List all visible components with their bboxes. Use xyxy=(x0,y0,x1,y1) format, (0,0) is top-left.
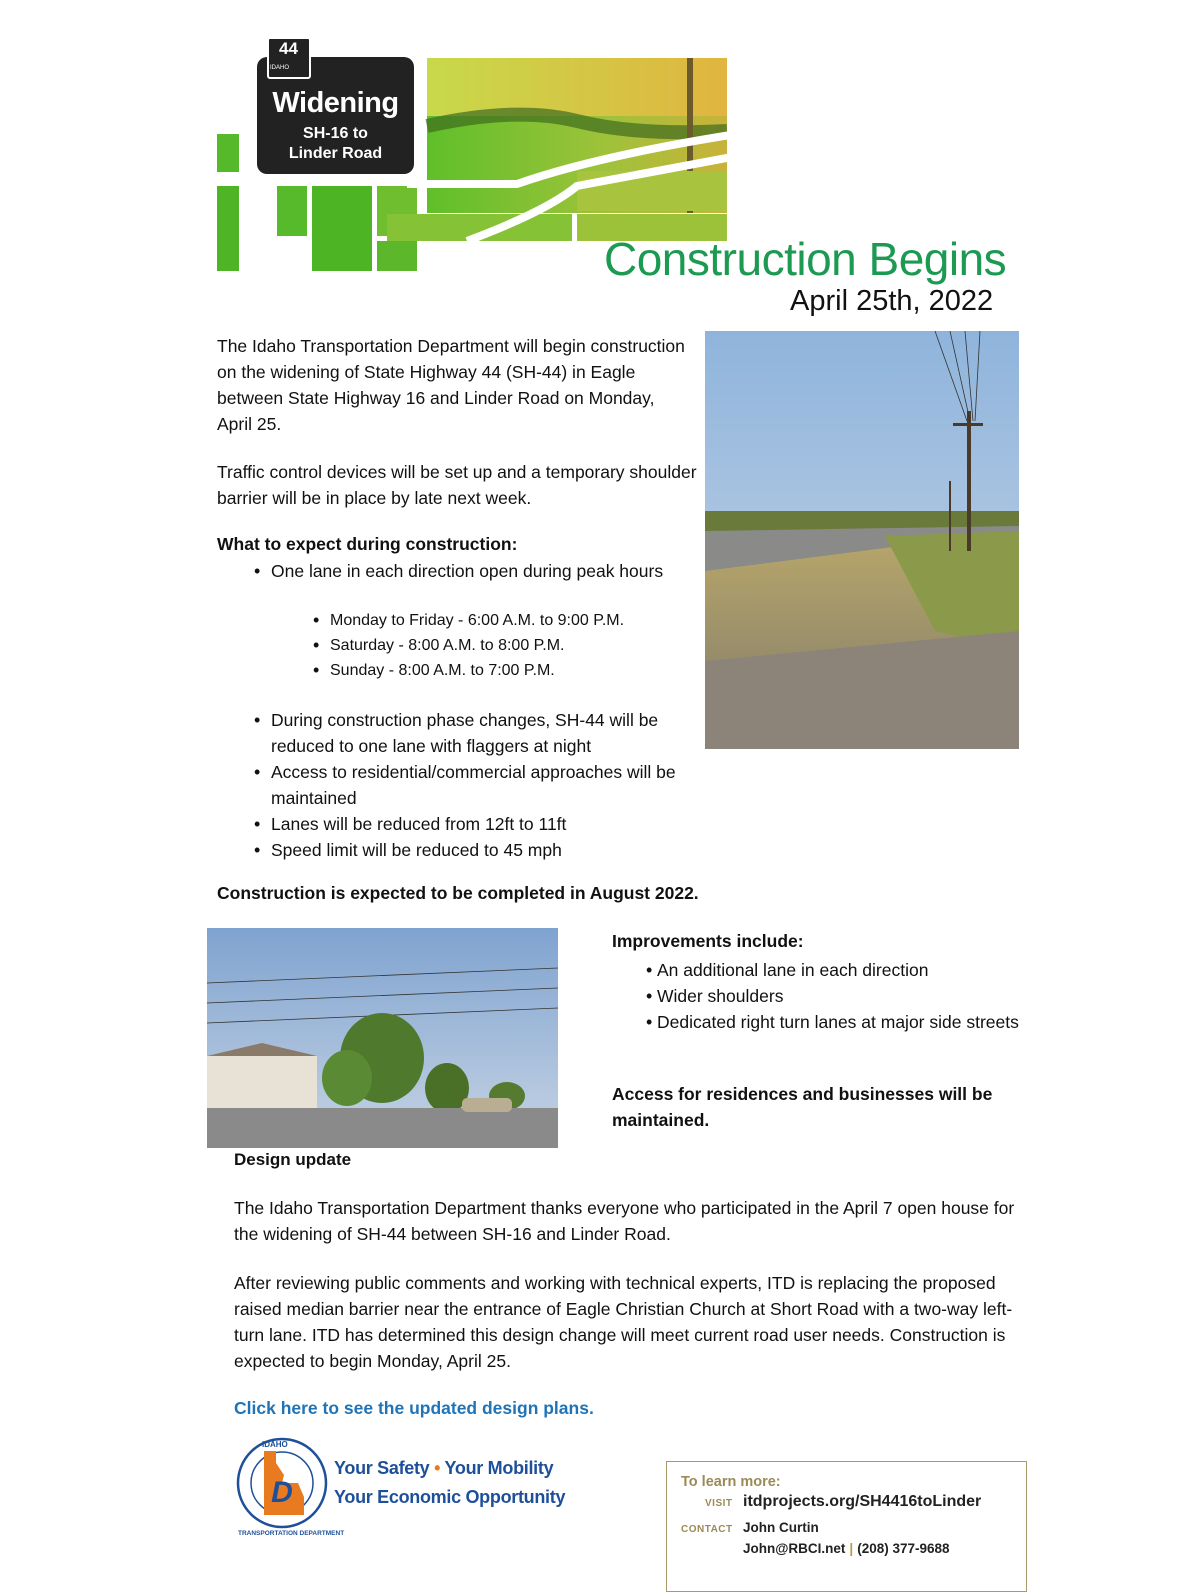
design-update-heading: Design update xyxy=(234,1150,352,1169)
list-item: • Sunday - 8:00 A.M. to 7:00 P.M. xyxy=(313,658,693,683)
route-sign xyxy=(257,39,414,174)
design-paragraph-2: After reviewing public comments and working with technical experts, ITD is replacing the proposed raised median barrier near the entrance of Eagle Christian Church at Short Road with a two-way left-turn lane. ITD has determined this design change will meet current road user needs. Construction is expected to begin Monday, April 25. xyxy=(234,1273,1013,1371)
list-item: • Lanes will be reduced from 12ft to 11ft xyxy=(254,811,684,837)
visit-label: VISIT xyxy=(705,1498,733,1509)
improvements-list xyxy=(646,957,1026,1035)
contact-phone: (208) 377-9688 xyxy=(857,1541,950,1556)
list-item: • Dedicated right turn lanes at major side streets xyxy=(646,1009,1026,1035)
tagline-part-1: Your Safety xyxy=(334,1458,430,1478)
itd-logo-icon xyxy=(236,1437,328,1529)
start-date: April 25th, 2022 xyxy=(790,285,994,317)
expect-list xyxy=(254,707,684,863)
design-plans-link[interactable]: Click here to see the updated design plans. xyxy=(234,1398,594,1418)
list-item: • Access to residential/commercial approaches will be maintained xyxy=(254,759,684,811)
contact-name: John Curtin xyxy=(743,1520,819,1535)
contact-email[interactable]: John@RBCI.net xyxy=(743,1541,846,1556)
visit-url[interactable]: itdprojects.org/SH4416toLinder xyxy=(743,1493,982,1510)
list-item: • One lane in each direction open during peak hours xyxy=(254,558,684,584)
route-number: 44 xyxy=(279,39,298,58)
intro-paragraph: The Idaho Transportation Department will begin construction on the widening of State Highway 44 (SH-44) in Eagle between State Highway 16 and Linder Road on Monday, April 25. xyxy=(217,336,685,434)
page-title: Construction Begins xyxy=(604,233,1007,285)
tagline-line-2: Your Economic Opportunity xyxy=(334,1487,566,1507)
tagline-line-1 xyxy=(334,1458,553,1479)
traffic-paragraph: Traffic control devices will be set up and a temporary shoulder barrier will be in place by late next week. xyxy=(217,462,697,508)
sign-title: Widening xyxy=(272,87,399,119)
access-note: Access for residences and businesses will be maintained. xyxy=(612,1084,993,1130)
svg-text:D: D xyxy=(271,1476,293,1509)
list-item: • Speed limit will be reduced to 45 mph xyxy=(254,837,684,863)
completion-note: Construction is expected to be completed in August 2022. xyxy=(217,883,699,903)
contact-details xyxy=(743,1541,950,1556)
roadside-photo xyxy=(705,331,1019,749)
peak-hours-list xyxy=(313,608,693,683)
expect-heading: What to expect during construction: xyxy=(217,534,518,554)
sign-line-1: SH-16 to xyxy=(303,125,368,142)
contact-label: CONTACT xyxy=(681,1524,733,1535)
list-item: • Monday to Friday - 6:00 A.M. to 9:00 P.M. xyxy=(313,608,693,633)
contact-separator: | xyxy=(849,1541,854,1556)
logo-text-bottom: TRANSPORTATION DEPARTMENT xyxy=(238,1530,345,1537)
list-item: • Saturday - 8:00 A.M. to 8:00 P.M. xyxy=(313,633,693,658)
learn-more-heading: To learn more: xyxy=(681,1474,781,1490)
sign-line-2: Linder Road xyxy=(288,145,383,162)
learn-more-box xyxy=(666,1461,1027,1592)
tagline-separator: • xyxy=(434,1458,441,1478)
list-item: • An additional lane in each direction xyxy=(646,957,1026,983)
tagline-part-2: Your Mobility xyxy=(444,1458,554,1478)
improvements-heading: Improvements include: xyxy=(612,931,804,951)
list-item: • During construction phase changes, SH-44 will be reduced to one lane with flaggers at night xyxy=(254,707,684,759)
design-paragraph-1: The Idaho Transportation Department thanks everyone who participated in the April 7 open house for the widening of SH-44 between SH-16 and Linder Road. xyxy=(234,1198,1015,1244)
logo-text-top: IDAHO xyxy=(262,1440,288,1449)
expect-list-first xyxy=(254,558,684,584)
route-state: IDAHO xyxy=(270,65,290,71)
list-item: • Wider shoulders xyxy=(646,983,1026,1009)
intersection-photo xyxy=(207,928,558,1148)
